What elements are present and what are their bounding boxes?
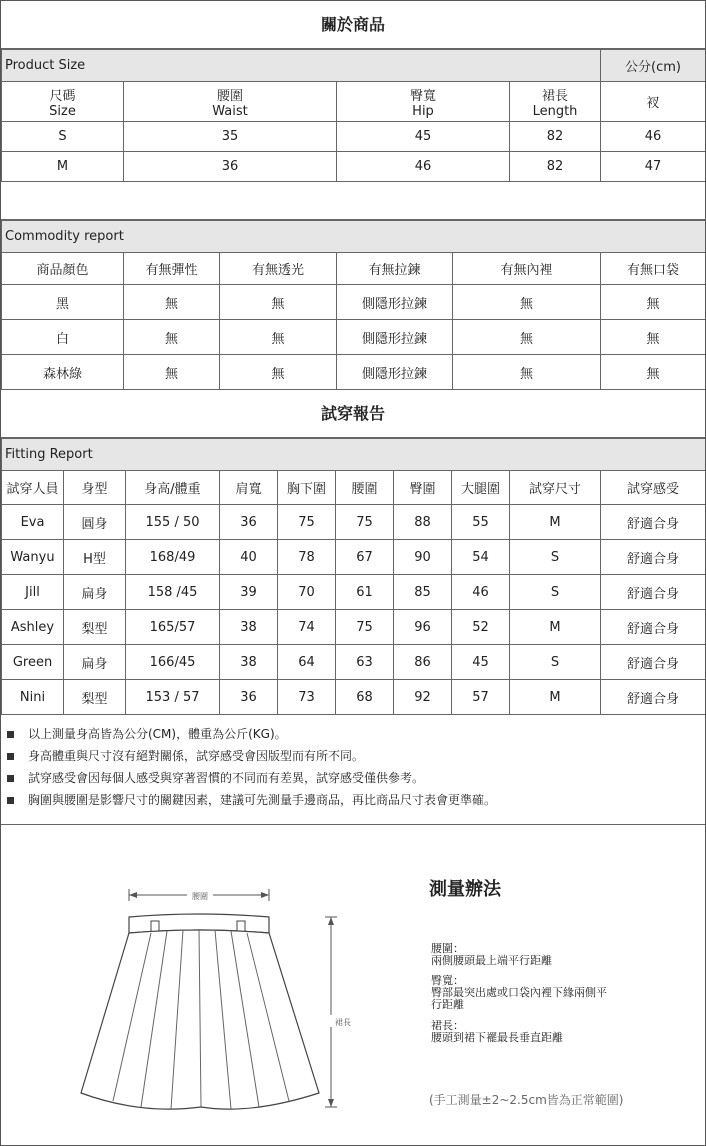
- fitting-header: Fitting Report: [2, 439, 706, 471]
- table-row: [2, 320, 706, 355]
- table-cell: 96: [394, 610, 452, 645]
- column-header: 有無透光: [220, 253, 337, 285]
- size-header-left: Product Size: [2, 50, 601, 82]
- table-row: [2, 285, 706, 320]
- column-header: 胸下圍: [278, 471, 336, 505]
- table-cell: 舒適合身: [601, 540, 706, 575]
- table-row: [2, 152, 706, 182]
- table-cell: M: [2, 152, 124, 182]
- measurement-item: 腰圍： 兩側腰頭最上端平行距離: [431, 942, 552, 967]
- table-cell: 無: [124, 320, 220, 355]
- table-cell: 舒適合身: [601, 505, 706, 540]
- table-row: [2, 645, 706, 680]
- table-cell: 側隱形拉鍊: [337, 355, 453, 390]
- size-column-header-row: [2, 82, 706, 122]
- table-cell: 39: [220, 575, 278, 610]
- table-cell: 82: [510, 122, 601, 152]
- table-cell: 61: [336, 575, 394, 610]
- table-cell: 45: [337, 122, 510, 152]
- table-cell: 無: [220, 320, 337, 355]
- table-cell: 扁身: [64, 575, 126, 610]
- table-cell: 梨型: [64, 610, 126, 645]
- table-cell: 舒適合身: [601, 575, 706, 610]
- table-cell: 68: [336, 680, 394, 715]
- product-size-table: [1, 49, 706, 182]
- table-cell: 側隱形拉鍊: [337, 285, 453, 320]
- table-cell: 63: [336, 645, 394, 680]
- table-row: [2, 610, 706, 645]
- table-row: [2, 505, 706, 540]
- table-cell: S: [510, 575, 601, 610]
- column-header: 有無口袋: [601, 253, 706, 285]
- table-cell: 森林綠: [2, 355, 124, 390]
- column-header: 身高/體重: [126, 471, 220, 505]
- table-cell: 無: [453, 285, 601, 320]
- skirt-diagram: [1, 825, 401, 1146]
- table-cell: 35: [124, 122, 337, 152]
- size-header-unit: 公分(cm): [601, 50, 706, 82]
- table-cell: 155 / 50: [126, 505, 220, 540]
- measurement-item: 臀寬： 臀部最突出處或口袋內裡下緣兩側平行距離: [431, 974, 607, 1011]
- table-cell: 75: [278, 505, 336, 540]
- table-cell: 46: [337, 152, 510, 182]
- bullet-icon: [7, 775, 14, 782]
- column-header: 腰圍: [336, 471, 394, 505]
- column-header: 身型: [64, 471, 126, 505]
- table-cell: 圓身: [64, 505, 126, 540]
- table-cell: 70: [278, 575, 336, 610]
- table-cell: 82: [510, 152, 601, 182]
- column-header: 試穿尺寸: [510, 471, 601, 505]
- table-cell: Wanyu: [2, 540, 64, 575]
- table-cell: 舒適合身: [601, 645, 706, 680]
- size-column-header: 裙長 Length: [510, 82, 601, 122]
- table-cell: 無: [124, 285, 220, 320]
- table-cell: 36: [220, 680, 278, 715]
- commodity-header: Commodity report: [2, 221, 706, 253]
- table-cell: 78: [278, 540, 336, 575]
- table-cell: 165/57: [126, 610, 220, 645]
- table-row: [2, 355, 706, 390]
- table-cell: 67: [336, 540, 394, 575]
- commodity-header-row: [2, 221, 706, 253]
- table-cell: 85: [394, 575, 452, 610]
- table-row: [2, 122, 706, 152]
- table-cell: 166/45: [126, 645, 220, 680]
- size-column-header: 腰圍 Waist: [124, 82, 337, 122]
- fitting-header-row: [2, 439, 706, 471]
- commodity-report-table: [1, 220, 706, 390]
- bullet-icon: [7, 797, 14, 804]
- fitting-column-header-row: [2, 471, 706, 505]
- table-cell: 無: [124, 355, 220, 390]
- table-cell: 40: [220, 540, 278, 575]
- column-header: 肩寬: [220, 471, 278, 505]
- table-cell: 側隱形拉鍊: [337, 320, 453, 355]
- table-cell: 46: [601, 122, 706, 152]
- table-cell: 無: [601, 355, 706, 390]
- table-cell: 75: [336, 505, 394, 540]
- table-cell: 36: [220, 505, 278, 540]
- table-cell: 36: [124, 152, 337, 182]
- table-cell: 舒適合身: [601, 680, 706, 715]
- table-cell: 64: [278, 645, 336, 680]
- table-cell: 無: [601, 285, 706, 320]
- table-cell: 54: [452, 540, 510, 575]
- table-cell: 無: [220, 355, 337, 390]
- size-header-row: [2, 50, 706, 82]
- table-cell: H型: [64, 540, 126, 575]
- section-spacer: [1, 182, 705, 220]
- table-cell: 90: [394, 540, 452, 575]
- table-cell: 無: [453, 355, 601, 390]
- column-header: 大腿圍: [452, 471, 510, 505]
- table-cell: 47: [601, 152, 706, 182]
- table-cell: M: [510, 680, 601, 715]
- table-cell: 92: [394, 680, 452, 715]
- table-cell: S: [2, 122, 124, 152]
- table-cell: S: [510, 540, 601, 575]
- column-header: 有無內裡: [453, 253, 601, 285]
- waist-label: 腰圍: [192, 892, 208, 901]
- table-cell: 梨型: [64, 680, 126, 715]
- table-cell: 扁身: [64, 645, 126, 680]
- size-column-header: 尺碼 Size: [2, 82, 124, 122]
- table-cell: 75: [336, 610, 394, 645]
- table-cell: 38: [220, 610, 278, 645]
- column-header: 商品顏色: [2, 253, 124, 285]
- bullet-icon: [7, 753, 14, 760]
- table-cell: 57: [452, 680, 510, 715]
- table-cell: 無: [601, 320, 706, 355]
- table-cell: 黑: [2, 285, 124, 320]
- table-cell: 88: [394, 505, 452, 540]
- measurement-section: [1, 825, 705, 1146]
- column-header: 有無拉鍊: [337, 253, 453, 285]
- table-cell: 168/49: [126, 540, 220, 575]
- note-item: 試穿感受會因每個人感受與穿著習慣的不同而有差異，試穿感受僅供參考。: [7, 767, 705, 789]
- table-row: [2, 540, 706, 575]
- table-cell: Green: [2, 645, 64, 680]
- fitting-report-table: [1, 438, 706, 715]
- fitting-title: 試穿報告: [1, 390, 705, 438]
- bullet-icon: [7, 731, 14, 738]
- table-cell: 52: [452, 610, 510, 645]
- table-cell: 86: [394, 645, 452, 680]
- column-header: 臀圍: [394, 471, 452, 505]
- size-column-header: 衩: [601, 82, 706, 122]
- size-column-header: 臀寬 Hip: [337, 82, 510, 122]
- column-header: 有無彈性: [124, 253, 220, 285]
- table-cell: 158 /45: [126, 575, 220, 610]
- table-cell: 白: [2, 320, 124, 355]
- column-header: 試穿人員: [2, 471, 64, 505]
- table-cell: Eva: [2, 505, 64, 540]
- table-cell: Ashley: [2, 610, 64, 645]
- table-cell: 55: [452, 505, 510, 540]
- table-cell: S: [510, 645, 601, 680]
- table-cell: Nini: [2, 680, 64, 715]
- table-cell: 無: [453, 320, 601, 355]
- note-item: 身高體重與尺寸沒有絕對關係，試穿感受會因版型而有所不同。: [7, 745, 705, 767]
- table-cell: 45: [452, 645, 510, 680]
- table-cell: 73: [278, 680, 336, 715]
- note-item: 以上測量身高皆為公分(CM)，體重為公斤(KG)。: [7, 723, 705, 745]
- length-label: 裙長: [335, 1018, 351, 1027]
- measurement-item: 裙長： 腰頭到裙下襬最長垂直距離: [431, 1019, 563, 1044]
- table-cell: M: [510, 610, 601, 645]
- table-cell: 舒適合身: [601, 610, 706, 645]
- column-header: 試穿感受: [601, 471, 706, 505]
- table-cell: Jill: [2, 575, 64, 610]
- commodity-column-header-row: [2, 253, 706, 285]
- measurement-title: 測量辦法: [429, 879, 501, 900]
- page-title: 關於商品: [1, 1, 705, 49]
- table-cell: 46: [452, 575, 510, 610]
- table-cell: M: [510, 505, 601, 540]
- table-cell: 38: [220, 645, 278, 680]
- table-row: [2, 575, 706, 610]
- table-cell: 74: [278, 610, 336, 645]
- note-item: 胸圍與腰圍是影響尺寸的關鍵因素，建議可先測量手邊商品，再比商品尺寸表會更準確。: [7, 789, 705, 811]
- notes-list: [1, 715, 705, 825]
- table-row: [2, 680, 706, 715]
- table-cell: 153 / 57: [126, 680, 220, 715]
- table-cell: 無: [220, 285, 337, 320]
- measurement-note: (手工測量±2~2.5cm皆為正常範圍): [429, 1093, 624, 1107]
